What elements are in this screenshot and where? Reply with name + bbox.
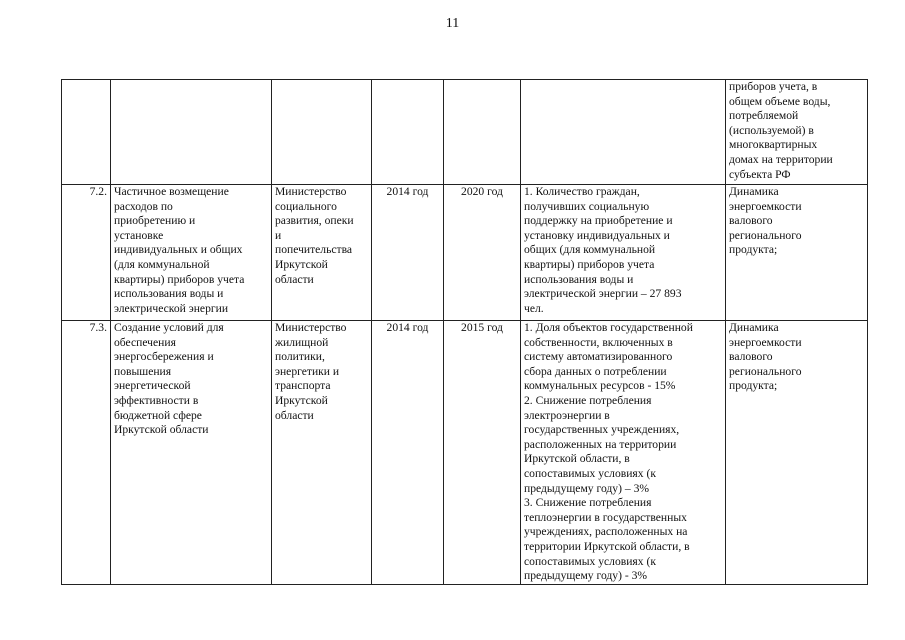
cell-text-line: энергоемкости: [729, 199, 802, 213]
cell-text-line: территории Иркутской области, в: [524, 539, 690, 553]
cell-text-line: Динамика: [729, 185, 779, 198]
cell-text-line: Министерство: [275, 185, 347, 198]
cell-text-line: области: [275, 408, 314, 422]
table-row: [62, 185, 868, 321]
end-year-cell: 2020 год: [444, 185, 521, 321]
continuation-row: [62, 80, 868, 185]
cell-text-line: политики,: [275, 350, 325, 364]
cell-text-line: 1. Количество граждан,: [524, 185, 640, 198]
cell-text-line: учреждениях, расположенных на: [524, 525, 688, 539]
cell-text-line: продукта;: [729, 243, 778, 257]
cell-text-line: жилищной: [275, 335, 329, 349]
cell-text-line: и: [275, 228, 282, 242]
number-cell: 7.2.: [62, 185, 111, 321]
start-year-cell: [372, 80, 444, 185]
result-cell: [521, 185, 726, 321]
end-year-cell: [444, 80, 521, 185]
cell-text-line: предыдущему году) – 3%: [524, 481, 650, 495]
cell-text-line: Создание условий для: [114, 321, 224, 334]
cell-text-line: использования воды и: [114, 287, 224, 301]
number-cell: 7.3.: [62, 321, 111, 585]
cell-text-line: чел.: [524, 301, 544, 315]
cell-text-line: сопоставимых условиях (к: [524, 554, 656, 568]
cell-text-line: приборов учета, в: [729, 80, 818, 93]
cell-text-line: установке: [114, 228, 164, 242]
measure-cell: [111, 321, 272, 585]
cell-text-line: Министерство: [275, 321, 347, 334]
cell-text-line: субъекта РФ: [729, 167, 791, 181]
cell-text-line: энергетической: [114, 379, 191, 393]
cell-text-line: области: [275, 272, 314, 286]
executor-cell: [272, 185, 372, 321]
cell-text-line: социального: [275, 199, 337, 213]
cell-text-line: Иркутской области, в: [524, 452, 630, 466]
cell-text-line: развития, опеки: [275, 214, 354, 228]
cell-text-line: транспорта: [275, 379, 331, 393]
cell-text-line: расходов по: [114, 199, 173, 213]
cell-text-line: продукта;: [729, 379, 778, 393]
cell-text-line: Иркутской: [275, 393, 328, 407]
cell-text-line: 3. Снижение потребления: [524, 496, 652, 510]
cell-text-line: Иркутской области: [114, 423, 209, 437]
cell-text-line: предыдущему году) - 3%: [524, 569, 648, 583]
cell-text-line: систему автоматизированного: [524, 350, 673, 364]
page-number: 11: [445, 16, 460, 31]
cell-text-line: регионального: [729, 364, 802, 378]
cell-text-line: валового: [729, 214, 773, 228]
cell-text-line: (используемой) в: [729, 123, 814, 137]
result-cell: [521, 80, 726, 185]
table-row: [62, 321, 868, 585]
cell-text-line: потребляемой: [729, 109, 799, 123]
cell-text-line: использования воды и: [524, 272, 634, 286]
cell-text-line: теплоэнергии в государственных: [524, 510, 687, 524]
executor-cell: [272, 80, 372, 185]
cell-text-line: сопоставимых условиях (к: [524, 466, 656, 480]
cell-text-line: Частичное возмещение: [114, 185, 229, 198]
cell-text-line: электрической энергии – 27 893: [524, 287, 682, 301]
cell-text-line: многоквартирных: [729, 138, 818, 152]
cell-text-line: приобретению и: [114, 214, 196, 228]
measure-cell: [111, 80, 272, 185]
cell-text-line: повышения: [114, 364, 172, 378]
cell-text-line: квартиры) приборов учета: [114, 272, 245, 286]
cell-text-line: домах на территории: [729, 152, 833, 166]
cell-text-line: Иркутской: [275, 257, 328, 271]
cell-text-line: общих (для коммунальной: [524, 243, 656, 257]
end-year-cell: 2015 год: [444, 321, 521, 585]
indicator-cell: [726, 80, 868, 185]
cell-text-line: общем объеме воды,: [729, 94, 831, 108]
cell-text-line: регионального: [729, 228, 802, 242]
start-year-cell: 2014 год: [372, 321, 444, 585]
cell-text-line: электрической энергии: [114, 301, 229, 315]
cell-text-line: 1. Доля объектов государственной: [524, 321, 693, 334]
cell-text-line: валового: [729, 350, 773, 364]
cell-text-line: коммунальных ресурсов - 15%: [524, 379, 676, 393]
cell-text-line: обеспечения: [114, 335, 176, 349]
cell-text-line: электроэнергии в: [524, 408, 610, 422]
cell-text-line: энергоемкости: [729, 335, 802, 349]
cell-text-line: энергетики и: [275, 364, 340, 378]
result-cell: [521, 321, 726, 585]
cell-text-line: получивших социальную: [524, 199, 650, 213]
cell-text-line: энергосбережения и: [114, 350, 214, 364]
cell-text-line: Динамика: [729, 321, 779, 334]
executor-cell: [272, 321, 372, 585]
cell-text-line: эффективности в: [114, 393, 199, 407]
cell-text-line: попечительства: [275, 243, 353, 257]
start-year-cell: 2014 год: [372, 185, 444, 321]
number-cell: [62, 80, 111, 185]
cell-text-line: 2. Снижение потребления: [524, 393, 652, 407]
cell-text-line: установку индивидуальных и: [524, 228, 670, 242]
cell-text-line: (для коммунальной: [114, 257, 210, 271]
cell-text-line: расположенных на территории: [524, 437, 677, 451]
cell-text-line: бюджетной сфере: [114, 408, 202, 422]
measures-table: [61, 79, 868, 585]
measure-cell: [111, 185, 272, 321]
cell-text-line: сбора данных о потреблении: [524, 364, 667, 378]
indicator-cell: [726, 185, 868, 321]
cell-text-line: индивидуальных и общих: [114, 243, 243, 257]
indicator-cell: [726, 321, 868, 585]
cell-text-line: собственности, включенных в: [524, 335, 673, 349]
cell-text-line: государственных учреждениях,: [524, 423, 680, 437]
cell-text-line: поддержку на приобретение и: [524, 214, 673, 228]
cell-text-line: квартиры) приборов учета: [524, 257, 655, 271]
